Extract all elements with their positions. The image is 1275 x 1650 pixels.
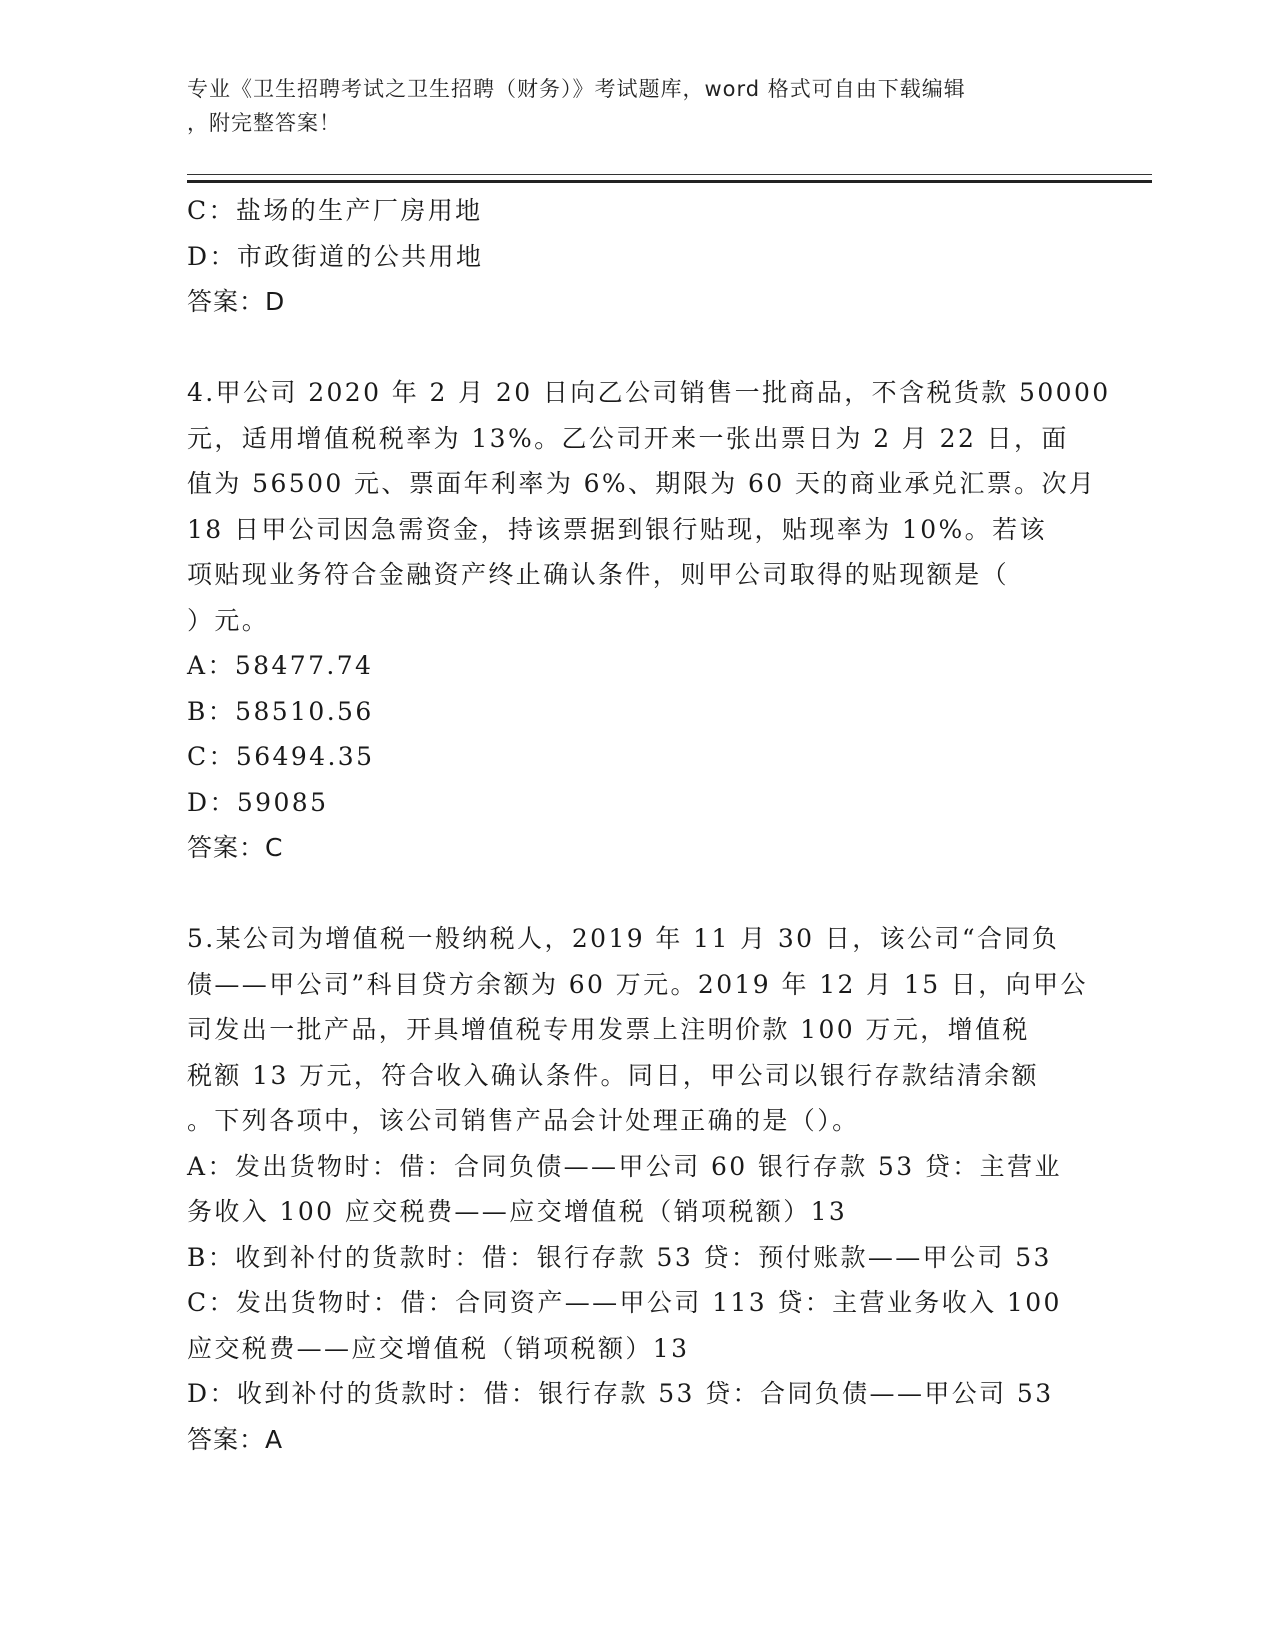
q5-stem-line: 5.某公司为增值税一般纳税人，2019 年 11 月 30 日，该公司“合同负 — [187, 924, 1060, 953]
q4-stem-line: 项贴现业务符合金融资产终止确认条件，则甲公司取得的贴现额是（ — [187, 560, 1010, 589]
spacer — [187, 325, 1087, 371]
q4-stem-line: 元，适用增值税税率为 13%。乙公司开来一张出票日为 2 月 22 日，面 — [187, 423, 1069, 453]
q5-answer: 答案：A — [187, 1424, 284, 1454]
question-5 — [187, 916, 1087, 1462]
prev-option-c: C：盐场的生产厂房用地 — [187, 196, 483, 225]
header-divider-thick — [187, 180, 1152, 183]
q5-option-b: B：收到补付的货款时：借：银行存款 53 贷：预付账款——甲公司 53 — [187, 1242, 1052, 1272]
q5-option-a-line: 务收入 100 应交税费——应交增值税（销项税额）13 — [187, 1197, 848, 1226]
q4-stem-line: 4.甲公司 2020 年 2 月 20 日向乙公司销售一批商品，不含税货款 50000 — [187, 378, 1111, 407]
q5-stem-line: 债——甲公司”科目贷方余额为 60 万元。2019 年 12 月 15 日，向甲公 — [187, 969, 1088, 999]
header-divider-thin — [187, 174, 1152, 175]
prev-option-d: D：市政街道的公共用地 — [187, 241, 484, 271]
q4-option-b: B：58510.56 — [187, 696, 374, 726]
document-header — [187, 72, 1077, 140]
header-line-2: ，附完整答案！ — [187, 111, 341, 135]
q5-stem-line: 。下列各项中，该公司销售产品会计处理正确的是（）。 — [187, 1106, 860, 1135]
q5-option-c-line: C：发出货物时：借：合同资产——甲公司 113 贷：主营业务收入 100 — [187, 1288, 1062, 1317]
q5-option-d: D：收到补付的货款时：借：银行存款 53 贷：合同负债——甲公司 53 — [187, 1379, 1054, 1408]
question-content — [187, 188, 1111, 1462]
q4-stem-line: 18 日甲公司因急需资金，持该票据到银行贴现，贴现率为 10%。若该 — [187, 514, 1047, 544]
q4-option-a: A：58477.74 — [187, 651, 374, 680]
question-4 — [187, 370, 1111, 871]
q4-option-c: C：56494.35 — [187, 742, 375, 771]
q4-stem-line: 值为 56500 元、票面年利率为 6%、期限为 60 天的商业承兑汇票。次月 — [187, 469, 1097, 498]
header-line-1: 专业《卫生招聘考试之卫生招聘（财务）》考试题库，word 格式可自由下载编辑 — [187, 77, 966, 101]
q5-option-c-line: 应交税费——应交增值税（销项税额）13 — [187, 1333, 690, 1363]
prev-answer: 答案：D — [187, 287, 286, 316]
q4-answer: 答案：C — [187, 833, 284, 862]
q5-stem-line: 司发出一批产品，开具增值税专用发票上注明价款 100 万元，增值税 — [187, 1015, 1030, 1044]
q5-stem-line: 税额 13 万元，符合收入确认条件。同日，甲公司以银行存款结清余额 — [187, 1060, 1039, 1090]
spacer — [187, 871, 1087, 917]
q4-option-d: D：59085 — [187, 787, 329, 817]
q4-stem-line: ）元。 — [187, 605, 270, 635]
q5-option-a-line: A：发出货物时：借：合同负债——甲公司 60 银行存款 53 贷：主营业 — [187, 1151, 1062, 1181]
